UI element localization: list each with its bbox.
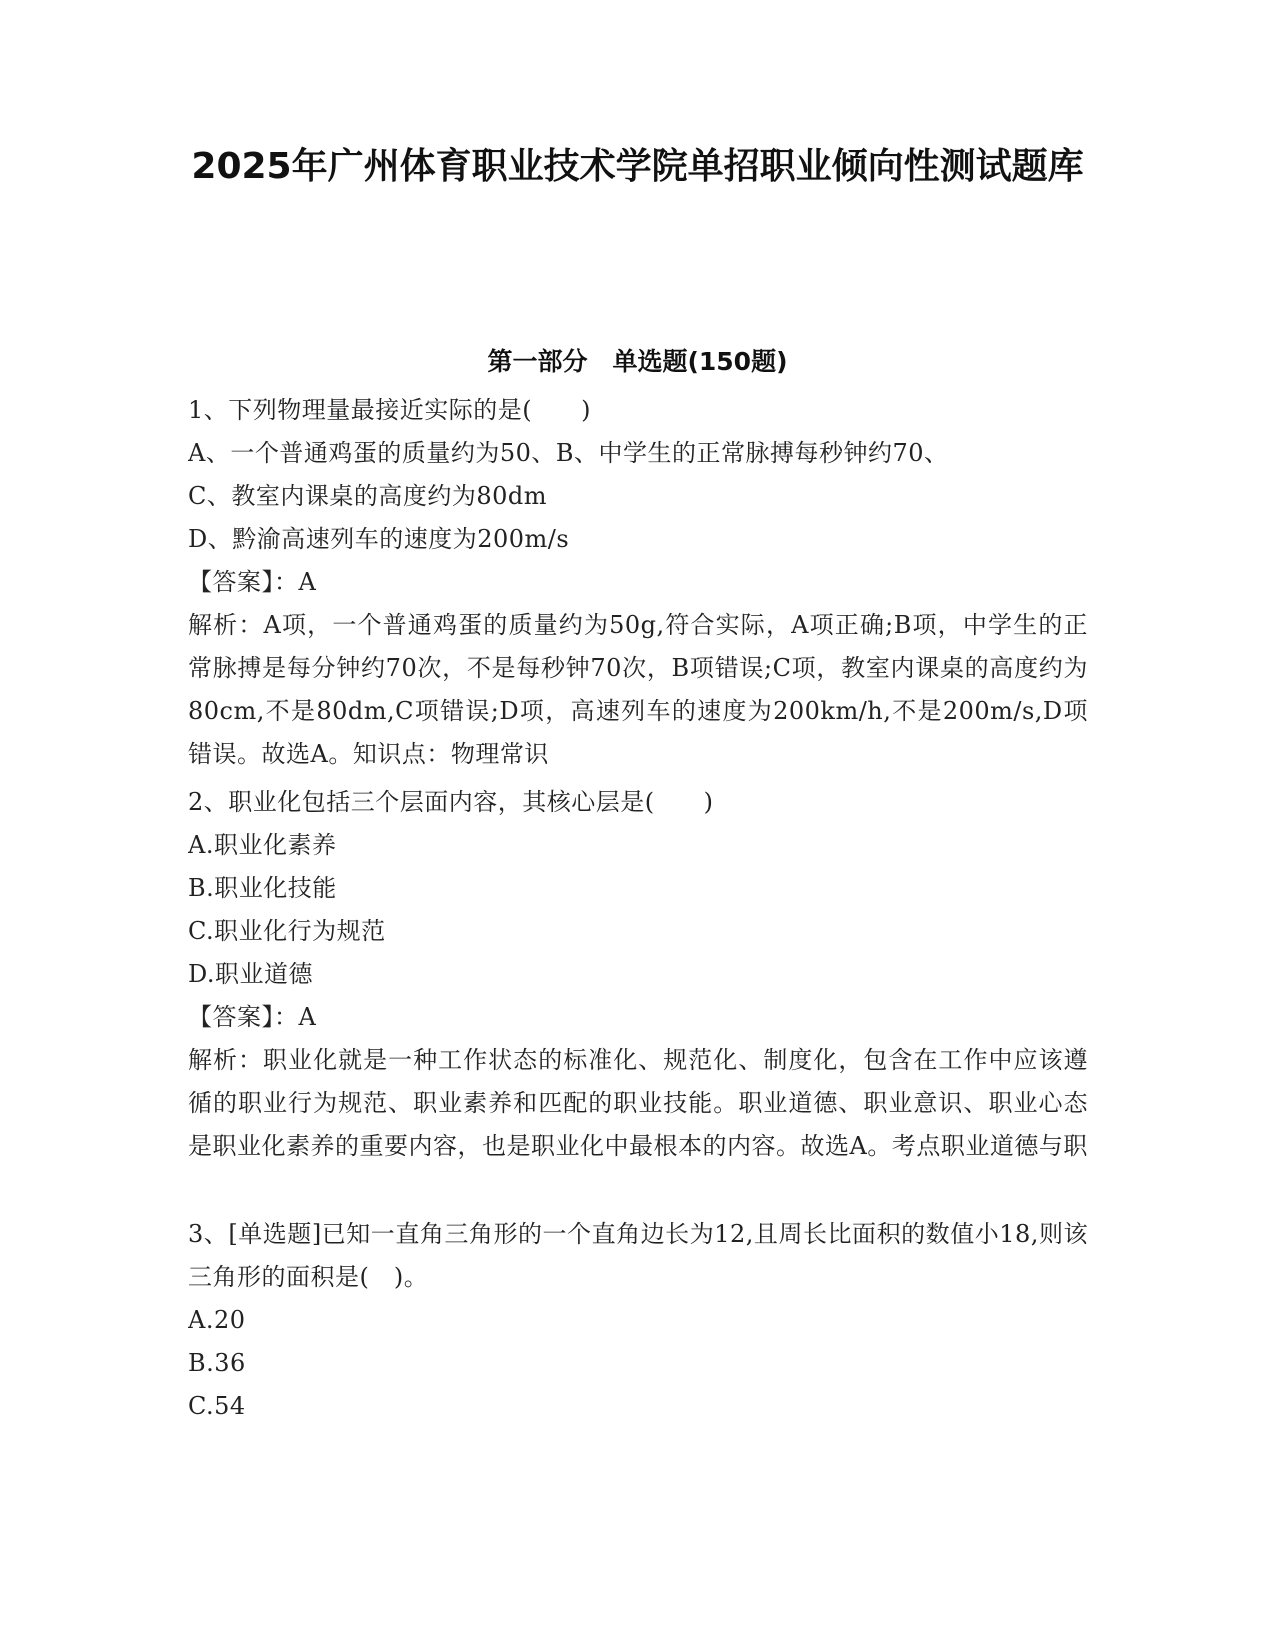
question-1 <box>188 389 1088 776</box>
question-2 <box>188 781 1088 1168</box>
question-1-option-d: D、黔渝高速列车的速度为200m/s <box>188 525 570 553</box>
question-3 <box>188 1213 1088 1428</box>
question-1-option-c: C、教室内课桌的高度约为80dm <box>188 482 548 510</box>
question-1-explanation: 解析：A项，一个普通鸡蛋的质量约为50g,符合实际，A项正确;B项，中学生的正常脉搏是每分钟约70次，不是每秒钟70次，B项错误;C项，教室内课桌的高度约为80cm,不是80dm,C项错误;D项，高速列车的速度为200km/h,不是200m/s,D项错误。故选A。知识点：物理常识 <box>188 611 1088 768</box>
question-2-explanation: 解析：职业化就是一种工作状态的标准化、规范化、制度化，包含在工作中应该遵循的职业行为规范、职业素养和匹配的职业技能。职业道德、职业意识、职业心态是职业化素养的重要内容，也是职业化中最根本的内容。故选A。考点职业道德与职 <box>188 1046 1088 1160</box>
question-3-option-b: B.36 <box>188 1349 246 1377</box>
question-2-option-c: C.职业化行为规范 <box>188 917 386 945</box>
question-2-answer: 【答案】：A <box>188 1003 317 1031</box>
question-1-answer: 【答案】：A <box>188 568 317 596</box>
question-2-option-b: B.职业化技能 <box>188 874 337 902</box>
question-2-option-a: A.职业化素养 <box>188 831 337 859</box>
document-title: 2025年广州体育职业技术学院单招职业倾向性测试题库 <box>191 146 1084 187</box>
question-1-stem: 1、下列物理量最接近实际的是( ) <box>188 396 591 424</box>
question-3-stem: 3、[单选题]已知一直角三角形的一个直角边长为12,且周长比面积的数值小18,则该三角形的面积是( )。 <box>188 1220 1088 1291</box>
question-3-option-c: C.54 <box>188 1392 246 1420</box>
section-heading: 第一部分 单选题(150题) <box>487 347 788 376</box>
question-3-option-a: A.20 <box>188 1306 246 1334</box>
question-1-options-ab: A、一个普通鸡蛋的质量约为50、B、中学生的正常脉搏每秒钟约70、 <box>188 439 949 467</box>
question-2-stem: 2、职业化包括三个层面内容，其核心层是( ) <box>188 788 714 816</box>
question-2-option-d: D.职业道德 <box>188 960 314 988</box>
